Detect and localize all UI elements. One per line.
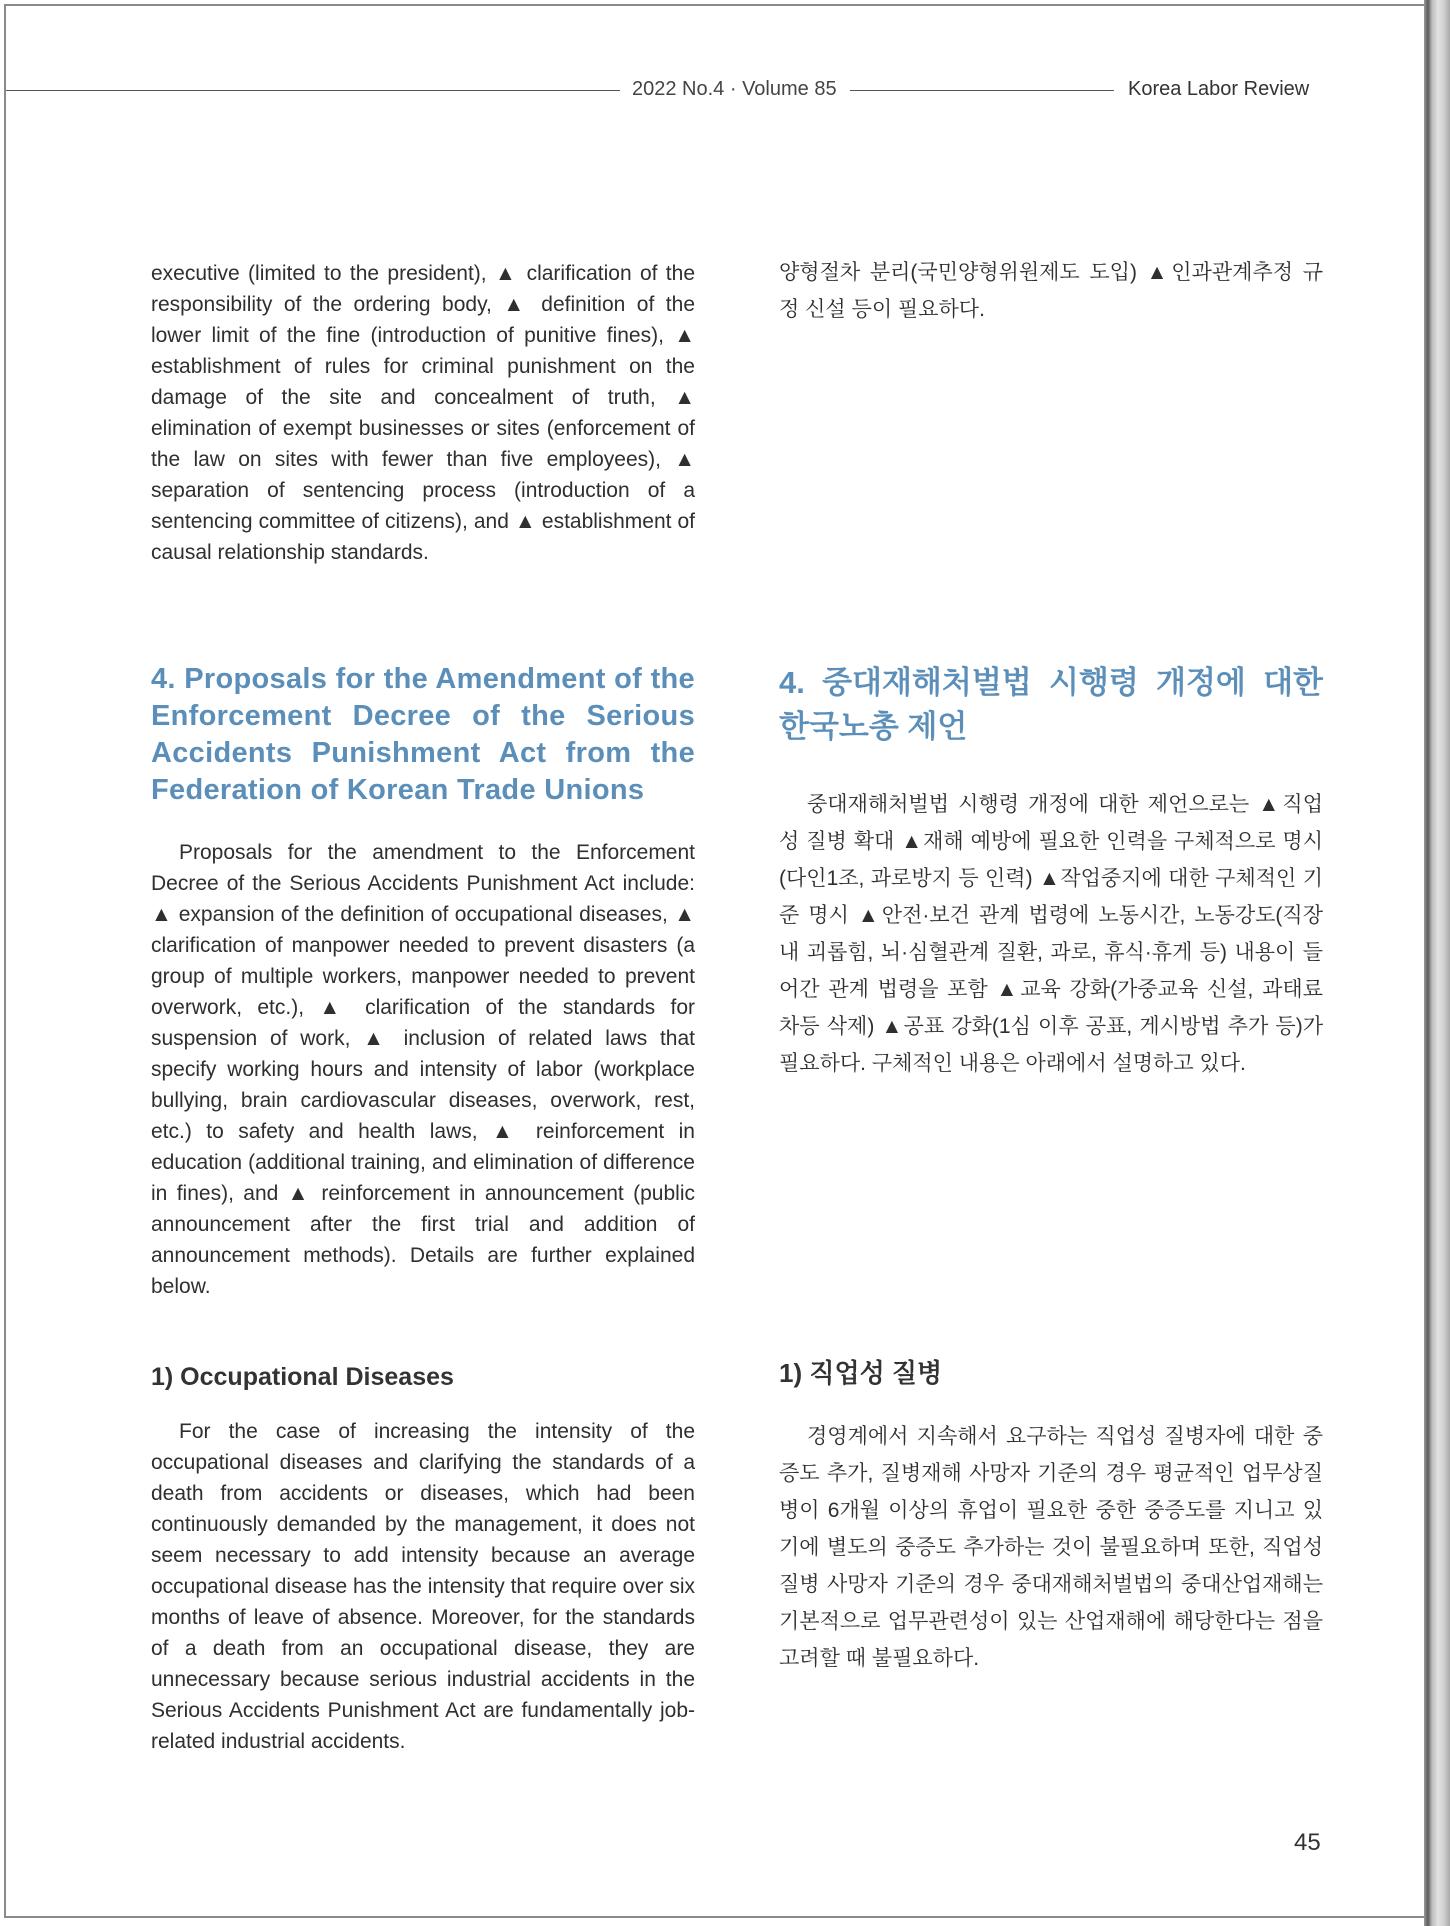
header-rule-middle — [850, 90, 1114, 91]
left-subheading: 1) Occupational Diseases — [151, 1363, 454, 1391]
header-issue: 2022 No.4 · Volume 85 — [632, 78, 837, 100]
right-sub-block — [779, 1418, 1323, 1677]
right-intro-paragraph: 양형절차 분리(국민양형위원제도 도입) ▲인과관계추정 규정 신설 등이 필요하다. — [779, 261, 1323, 321]
page-edge-shadow — [1424, 0, 1450, 1926]
left-sub-block — [151, 1416, 695, 1757]
right-section-block — [779, 786, 1323, 1082]
right-sub-paragraph: 경영계에서 지속해서 요구하는 직업성 질병자에 대한 중증도 추가, 질병재해 사망자 기준의 경우 평균적인 업무상질병이 6개월 이상의 휴업이 필요한 중한 중증도를 지니고 있기에 별도의 중증도 추가하는 것이 불필요하며 또한, 직업성 질병 사망자 기준의 경우 중대재해처벌법의 중대산업재해는 기본적으로 업무관련성이 있는 산업재해에 해당한다는 점을 고려할 때 불필요하다. — [779, 1425, 1323, 1670]
left-section-block — [151, 837, 695, 1302]
left-intro-paragraph: executive (limited to the president), ▲ clarification of the responsibility of the ordering body, ▲ definition of the lower limit of the fine (introduction of punitive fines), ▲ establishment of rules for criminal punishment on the damage of the site and concealment of truth, ▲ elimination of exempt businesses or sites (enforcement of the law on sites with fewer than five employees), ▲ separation of sentencing process (introduction of a sentencing committee of citizens), and ▲ establishment of causal relationship standards. — [151, 262, 695, 564]
header-rule-left — [6, 90, 620, 91]
left-sub-paragraph: For the case of increasing the intensity of the occupational diseases and clarifying the standards of a death from accidents or diseases, which had been continuously demanded by the management, it does not seem necessary to add intensity because an average occupational disease has the intensity that require over six months of leave of absence. Moreover, for the standards of a death from an occupational disease, they are unnecessary because serious industrial accidents in the Serious Accidents Punishment Act are fundamentally job-related industrial accidents. — [151, 1420, 695, 1753]
right-subheading: 1) 직업성 질병 — [779, 1358, 943, 1388]
left-intro-block — [151, 258, 695, 568]
right-section-heading: 4. 중대재해처벌법 시행령 개정에 대한 한국노총 제언 — [779, 665, 1323, 744]
page-number: 45 — [1294, 1829, 1321, 1856]
header-journal-title: Korea Labor Review — [1128, 78, 1310, 100]
left-section-heading: 4. Proposals for the Amendment of the Enforcement Decree of the Serious Accidents Punishment Act from the Federation of Korean Trade Unions — [151, 663, 695, 806]
right-section-paragraph: 중대재해처벌법 시행령 개정에 대한 제언으로는 ▲직업성 질병 확대 ▲재해 예방에 필요한 인력을 구체적으로 명시(다인1조, 과로방지 등 인력) ▲작업중지에 대한 구체적인 기준 명시 ▲안전·보건 관계 법령에 노동시간, 노동강도(직장 내 괴롭힘, 뇌·심혈관계 질환, 과로, 휴식·휴게 등) 내용이 들어간 관계 법령을 포함 ▲교육 강화(가중교육 신설, 과태료 차등 삭제) ▲공표 강화(1심 이후 공표, 게시방법 추가 등)가 필요하다. 구체적인 내용은 아래에서 설명하고 있다. — [779, 793, 1323, 1075]
right-intro-block — [779, 254, 1323, 328]
left-section-paragraph: Proposals for the amendment to the Enforcement Decree of the Serious Accidents Punishment Act include: ▲ expansion of the definition of occupational diseases, ▲ clarification of manpower needed to prevent disasters (a group of multiple workers, manpower needed to prevent overwork, etc.), ▲ clarification of the standards for suspension of work, ▲ inclusion of related laws that specify working hours and intensity of labor (workplace bullying, brain cardiovascular diseases, overwork, rest, etc.) to safety and health laws, ▲ reinforcement in education (additional training, and elimination of difference in fines), and ▲ reinforcement in announcement (public announcement after the first trial and addition of announcement methods). Details are further explained below. — [151, 841, 695, 1298]
